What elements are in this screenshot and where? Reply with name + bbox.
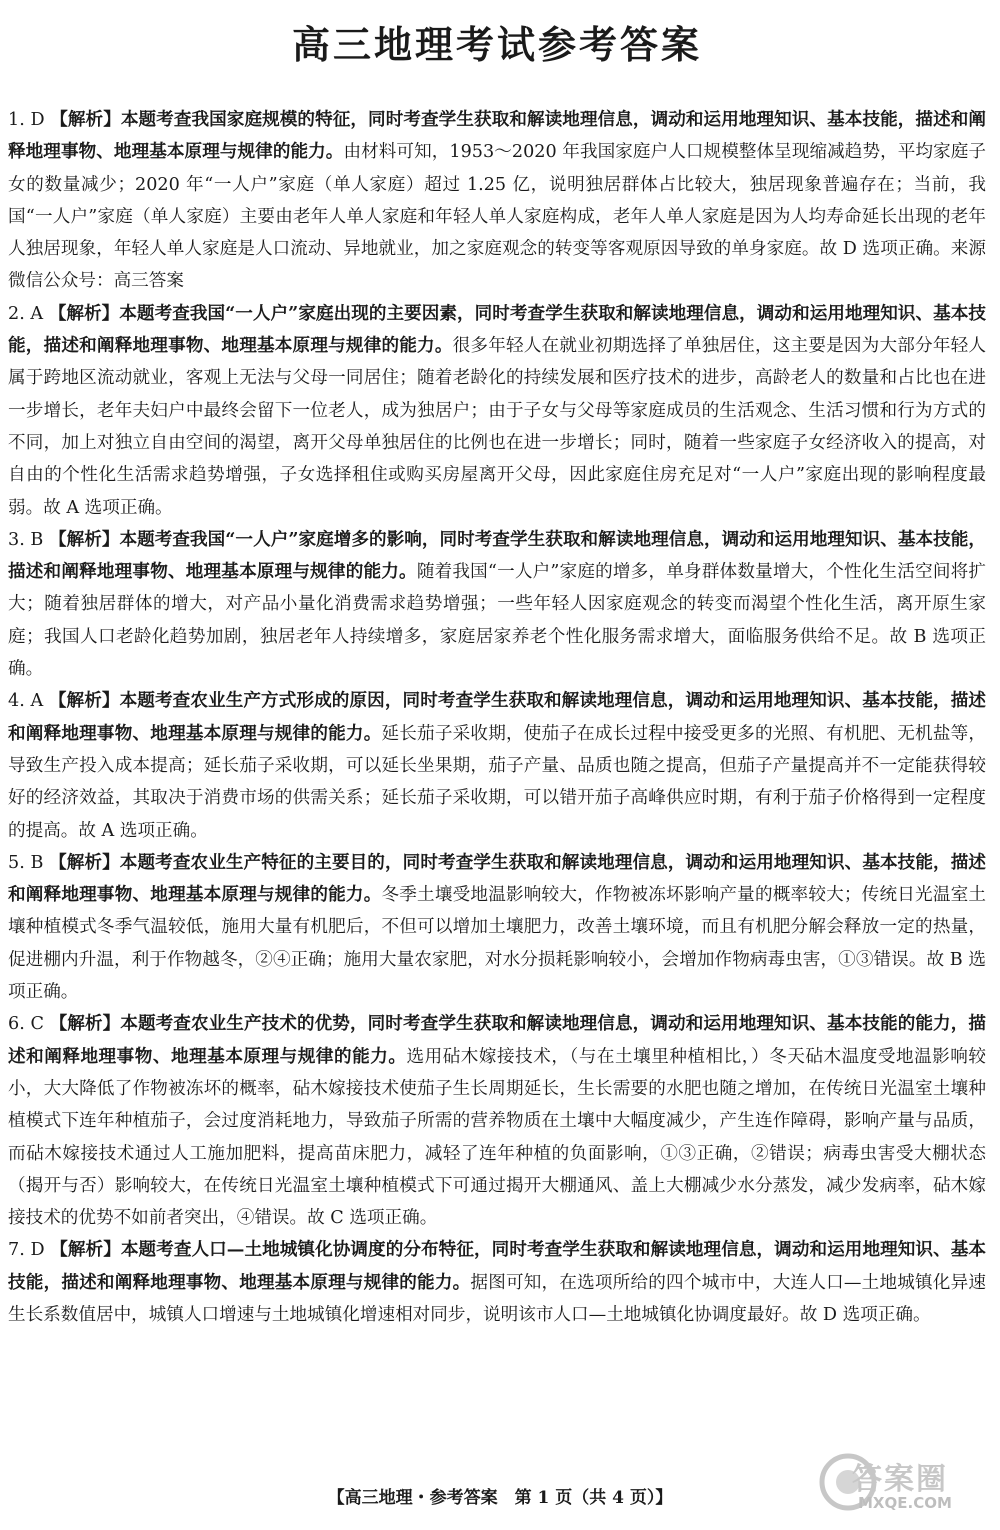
answer-number: 2. A (8, 303, 49, 324)
answer-item-7 (8, 1234, 986, 1331)
answer-analysis-body: 延长茄子采收期，使茄子在成长过程中接受更多的光照、有机肥、无机盐等，导致生产投入成本提高；延长茄子采收期，可以延长坐果期，茄子产量、品质也随之提高，但茄子产量提高并不一定能获得较好的经济效益，其取决于消费市场的供需关系；延长茄子采收期，可以错开茄子高峰供应时期，有利于茄子价格得到一定程度的提高。故 A 选项正确。 (8, 723, 986, 841)
answer-analysis-lead: 【解析】本题考查农业生产方式形成的原因，同时考查学生获取和解读地理信息，调动和运用地理知识、基本技能，描述和阐释地理事物、地理基本原理与规律的能力。 (8, 690, 986, 744)
answer-number: 5. B (8, 852, 50, 873)
answer-number: 4. A (8, 691, 49, 712)
answer-number: 7. D (8, 1240, 51, 1261)
answer-analysis-lead: 【解析】本题考查农业生产技术的优势，同时考查学生获取和解读地理信息，调动和运用地理知识、基本技能的能力，描述和阐释地理事物、地理基本原理与规律的能力。 (8, 1013, 986, 1067)
answer-item-3 (8, 524, 986, 685)
page-footer: 【高三地理・参考答案 第 1 页（共 4 页）】 (327, 1488, 673, 1508)
answer-number: 1. D (8, 110, 51, 130)
answer-analysis-lead: 【解析】本题考查我国“一人户”家庭出现的主要因素，同时考查学生获取和解读地理信息，调动和运用地理知识、基本技能，描述和阐释地理事物、地理基本原理与规律的能力。 (8, 302, 986, 357)
answer-number: 3. B (8, 529, 49, 550)
answer-list (8, 104, 986, 1331)
page-title: 高三地理考试参考答案 (291, 22, 702, 67)
answer-analysis-body: 选用砧木嫁接技术，（与在土壤里种植相比，）冬天砧木温度受地温影响较小，大大降低了作物被冻坏的概率，砧木嫁接技术使茄子生长周期延长，生长需要的水肥也随之增加，在传统日光温室土壤种植模式下连年种植茄子，会过度消耗地力，导致茄子所需的营养物质在土壤中大幅度减少，产生连作障碍，影响产量与品质，而砧木嫁接技术通过人工施加肥料，提高苗床肥力，减轻了连年种植的负面影响，①③正确，②错误；病毒虫害受大棚状态（揭开与否）影响较大，在传统日光温室土壤种植模式下可通过揭开大棚通风、盖上大棚减少水分蒸发，减少发病率，砧木嫁接技术的优势不如前者突出，④错误。故 C 选项正确。 (8, 1046, 986, 1229)
answer-item-6 (8, 1008, 986, 1234)
answer-analysis-body: 据图可知，在选项所给的四个城市中，大连人口—土地城镇化异速生长系数值居中，城镇人口增速与土地城镇化增速相对同步，说明该市人口—土地城镇化协调度最好。故 D 选项正确。 (8, 1272, 986, 1325)
answer-item-2 (8, 298, 986, 524)
answer-analysis-body: 随着我国“一人户”家庭的增多，单身群体数量增大，个性化生活空间将扩大；随着独居群体的增大，对产品小量化消费需求趋势增强；一些年轻人因家庭观念的转变而渴望个性化生活，离开原生家庭；我国人口老龄化趋势加剧，独居老年人持续增多，家庭居家养老个性化服务需求增大，面临服务供给不足。故 B 选项正确。 (8, 562, 986, 680)
answer-number: 6. C (8, 1014, 50, 1035)
logo-wordmark: 答案圈 (852, 1462, 948, 1497)
watermark-logo (818, 1452, 990, 1518)
answer-analysis-body: 很多年轻人在就业初期选择了单独居住，这主要是因为大部分年轻人属于跨地区流动就业，客观上无法与父母一同居住；随着老龄化的持续发展和医疗技术的进步，高龄老人的数量和占比也在进一步增长，老年夫妇户中最终会留下一位老人，成为独居户；由于子女与父母等家庭成员的生活观念、生活习惯和行为方式的不同，加上对独立自由空间的渴望，离开父母单独居住的比例也在进一步增长；同时，随着一些家庭子女经济收入的提高，对自由的个性化生活需求趋势增强，子女选择租住或购买房屋离开父母，因此家庭住房充足对“一人户”家庭出现的影响程度最弱。故 A 选项正确。 (8, 336, 986, 518)
answer-item-4 (8, 685, 986, 846)
answer-analysis-lead: 【解析】本题考查我国家庭规模的特征，同时考查学生获取和解读地理信息，调动和运用地理知识、基本技能，描述和阐释地理事物、地理基本原理与规律的能力。 (8, 109, 987, 163)
answer-analysis-body: 冬季土壤受地温影响较大，作物被冻坏影响产量的概率较大；传统日光温室土壤种植模式冬季气温较低，施用大量有机肥后，不但可以增加土壤肥力，改善土壤环境，而且有机肥分解会释放一定的热量，促进棚内升温，利于作物越冬，②④正确；施用大量农家肥，对水分损耗影响较小，会增加作物病毒虫害，①③错误。故 B 选项正确。 (8, 885, 986, 1003)
logo-site-text: MXQE.COM (858, 1494, 952, 1512)
answer-item-5 (8, 847, 986, 1008)
answer-analysis-body: 由材料可知，1953～2020 年我国家庭户人口规模整体呈现缩减趋势，平均家庭子女的数量减少；2020 年“一人户”家庭（单人家庭）超过 1.25 亿，说明独居群体占比较大，独居现象普遍存在；当前，我国“一人户”家庭（单人家庭）主要由老年人单人家庭和年轻人单人家庭构成，老年人单人家庭是因为人均寿命延长出现的老年人独居现象，年轻人单人家庭是人口流动、异地就业，加之家庭观念的转变等客观原因导致的单身家庭。故 D 选项正确。来源微信公众号：高三答案 (8, 142, 986, 292)
answer-analysis-lead: 【解析】本题考查人口—土地城镇化协调度的分布特征，同时考查学生获取和解读地理信息，调动和运用地理知识、基本技能，描述和阐释地理事物、地理基本原理与规律的能力。 (8, 1239, 987, 1293)
answer-analysis-lead: 【解析】本题考查我国“一人户”家庭增多的影响，同时考查学生获取和解读地理信息，调动和运用地理知识、基本技能，描述和阐释地理事物、地理基本原理与规律的能力。 (8, 528, 987, 583)
answer-item-1 (8, 104, 986, 298)
answer-analysis-lead: 【解析】本题考查农业生产特征的主要目的，同时考查学生获取和解读地理信息，调动和运用地理知识、基本技能，描述和阐释地理事物、地理基本原理与规律的能力。 (8, 851, 986, 906)
